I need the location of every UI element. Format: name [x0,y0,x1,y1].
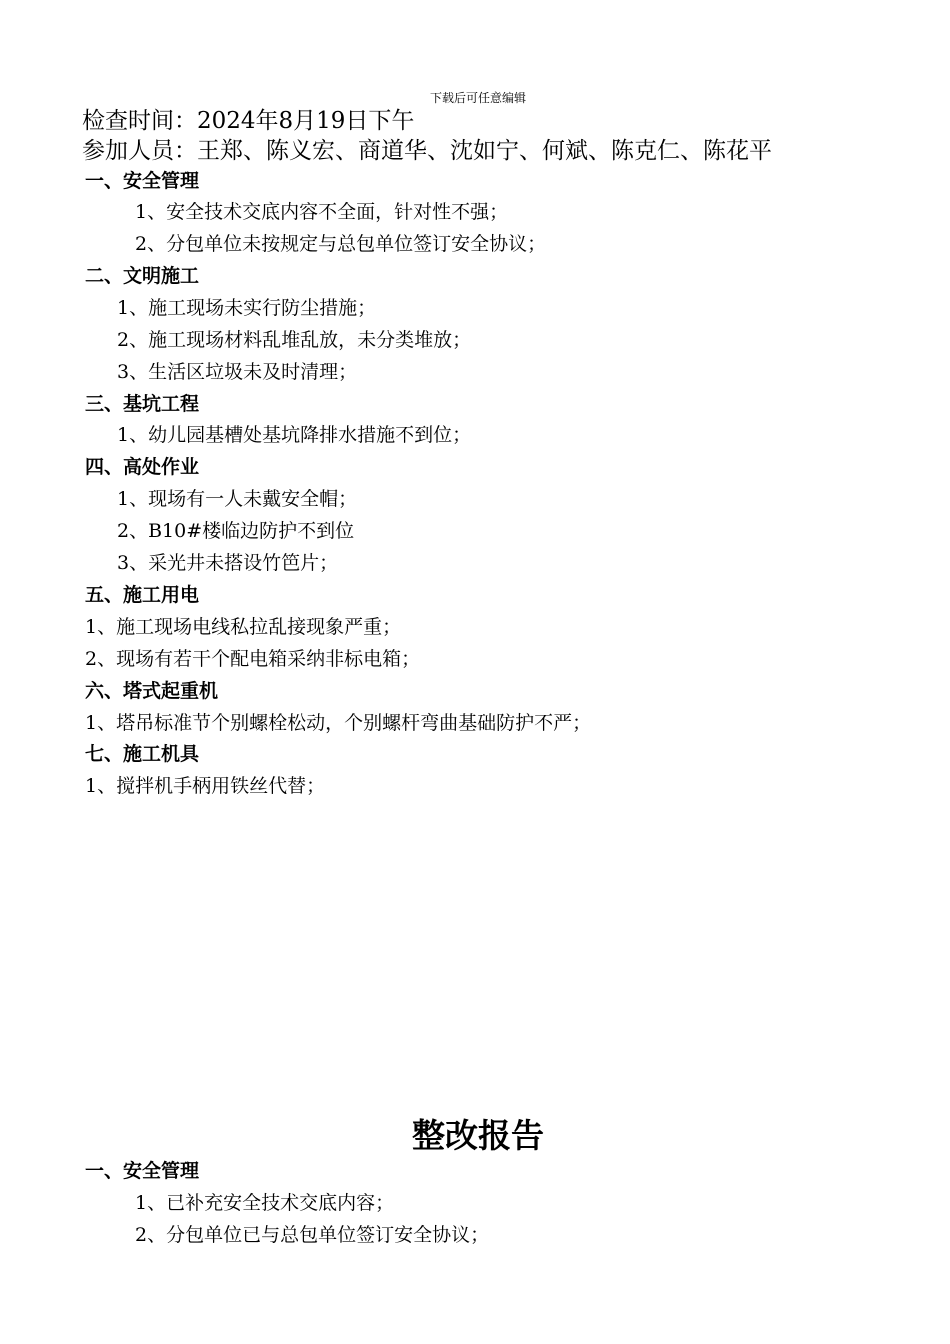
list-item: 1、搅拌机手柄用铁丝代替； [85,775,326,797]
list-item: 2、B10#楼临边防护不到位 [117,520,355,542]
section-heading-tower-crane: 六、塔式起重机 [85,680,219,702]
section-heading-foundation-pit: 三、基坑工程 [85,393,200,415]
list-item: 1、安全技术交底内容不全面，针对性不强； [135,201,509,223]
list-item: 3、生活区垃圾未及时清理； [117,361,358,383]
inspection-time: 检查时间：2024年8月19日下午 [82,108,415,134]
list-item: 1、施工现场电线私拉乱接现象严重； [85,616,402,638]
list-item: 1、塔吊标准节个别螺栓松动，个别螺杆弯曲基础防护不严； [85,712,592,734]
list-item: 2、施工现场材料乱堆乱放，未分类堆放； [117,329,472,351]
list-item: 2、现场有若干个配电箱采纳非标电箱； [85,648,421,670]
list-item: 1、现场有一人未戴安全帽； [117,488,358,510]
list-item: 2、分包单位已与总包单位签订安全协议； [135,1224,490,1246]
header-note: 下载后可任意编辑 [429,91,526,105]
section-heading-work-at-height: 四、高处作业 [85,456,200,478]
list-item: 3、采光井未搭设竹笆片； [117,552,339,574]
report-title: 整改报告 [412,1116,544,1155]
list-item: 2、分包单位未按规定与总包单位签订安全协议； [135,233,547,255]
list-item: 1、施工现场未实行防尘措施； [117,297,377,319]
section-heading-construction-electricity: 五、施工用电 [85,584,200,606]
list-item: 1、已补充安全技术交底内容； [135,1192,395,1214]
participants: 参加人员：王郑、陈义宏、商道华、沈如宁、何斌、陈克仁、陈花平 [82,138,772,164]
section-heading-civilized-construction: 二、文明施工 [85,265,200,287]
section-heading-construction-machinery: 七、施工机具 [85,743,200,765]
list-item: 1、幼儿园基槽处基坑降排水措施不到位； [117,424,472,446]
report-section-heading: 一、安全管理 [85,1160,200,1182]
section-heading-safety-management: 一、安全管理 [85,170,200,192]
